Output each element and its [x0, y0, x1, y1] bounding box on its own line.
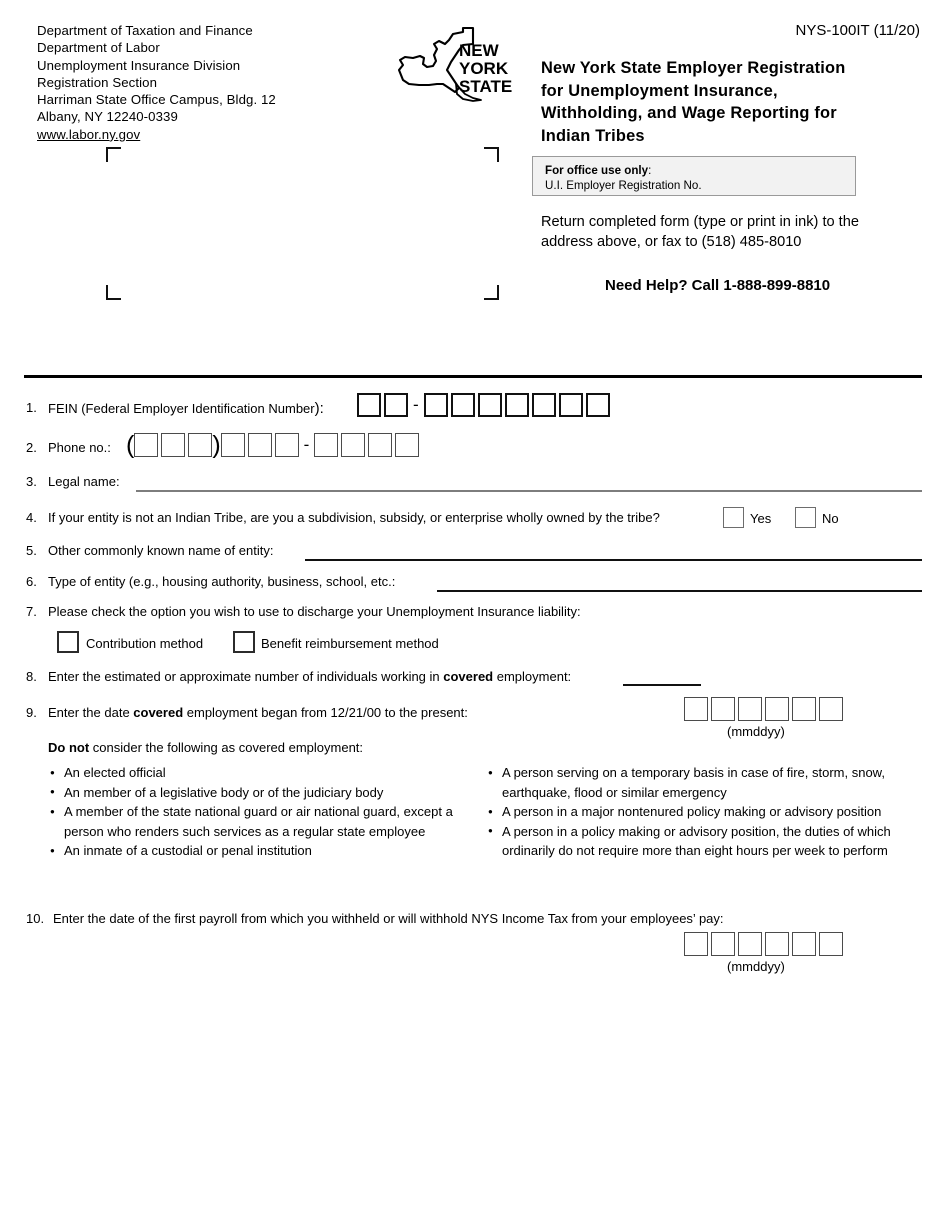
labor-website-link[interactable]: www.labor.ny.gov — [37, 126, 141, 142]
item-7-label: Please check the option you wish to use to discharge your Unemployment Insurance liability: — [48, 604, 581, 619]
return-instructions-line-1: Return completed form (type or print in ink) to the — [541, 214, 859, 230]
exclusions-list-right — [488, 763, 900, 861]
fein-box-2[interactable] — [384, 393, 408, 417]
fein-input-group[interactable]: - — [357, 393, 610, 417]
form-header — [0, 0, 950, 370]
entity-type-input[interactable] — [437, 590, 922, 592]
phone-input-group[interactable]: ( ) - — [126, 433, 419, 457]
list-item: ● A person serving on a temporary basis in case of fire, storm, snow, earthquake, flood or similar emergency — [488, 763, 900, 802]
fein-box-8[interactable] — [559, 393, 583, 417]
item-2-number: 2. — [26, 440, 37, 455]
other-name-input[interactable] — [305, 559, 922, 561]
benefit-reimbursement-label: Benefit reimbursement method — [261, 636, 439, 651]
item-8-number: 8. — [26, 669, 37, 684]
return-instructions — [541, 212, 941, 252]
address-line-3: Unemployment Insurance Division — [37, 57, 241, 73]
item-9-date-input-group[interactable] — [684, 697, 843, 721]
item-10-date-box-6[interactable] — [819, 932, 843, 956]
item-4-label: If your entity is not an Indian Tribe, are you a subdivision, subsidy, or enterprise wholly owned by the tribe? — [48, 510, 660, 525]
item-4-no-label: No — [822, 511, 839, 526]
item-9-date-box-6[interactable] — [819, 697, 843, 721]
phone-line-box-1[interactable] — [314, 433, 338, 457]
list-item: ● A member of the state national guard or air national guard, except a person who renders such services as a regular state employee — [50, 802, 480, 841]
list-item: ● An member of a legislative body or of the judiciary body — [50, 783, 480, 803]
item-10-date-format-hint: (mmddyy) — [727, 959, 785, 974]
fein-box-3[interactable] — [424, 393, 448, 417]
exclusions-list-left — [50, 763, 480, 861]
item-9-date-box-1[interactable] — [684, 697, 708, 721]
item-3-label: Legal name: — [48, 474, 120, 489]
item-6-number: 6. — [26, 574, 37, 589]
phone-prefix-box-3[interactable] — [275, 433, 299, 457]
phone-line-box-3[interactable] — [368, 433, 392, 457]
logo-text-state: STATE — [459, 77, 513, 96]
fein-box-1[interactable] — [357, 393, 381, 417]
fein-box-6[interactable] — [505, 393, 529, 417]
contribution-method-label: Contribution method — [86, 636, 204, 651]
new-york-state-logo — [393, 22, 513, 122]
item-1-number: 1. — [26, 400, 37, 415]
office-use-label: For office use only: — [545, 164, 652, 177]
item-10-date-box-5[interactable] — [792, 932, 816, 956]
header-divider-rule — [24, 375, 922, 378]
covered-employment-exclusions-heading: Do not consider the following as covered employment: — [48, 740, 364, 755]
phone-line-box-2[interactable] — [341, 433, 365, 457]
need-help-text: Need Help? Call 1-888-899-8810 — [605, 277, 831, 294]
fein-box-9[interactable] — [586, 393, 610, 417]
address-line-4: Registration Section — [37, 74, 158, 90]
form-title-line-1: New York State Employer Registration — [541, 59, 846, 77]
phone-area-box-3[interactable] — [188, 433, 212, 457]
ui-registration-number-label: U.I. Employer Registration No. — [545, 179, 702, 192]
list-item: ● A person in a policy making or advisory position, the duties of which ordinarily do not require more than eight hours per week to perform — [488, 822, 900, 861]
item-8-label: Enter the estimated or approximate number of individuals working in covered employment: — [48, 669, 572, 684]
list-item: ● An elected official — [50, 763, 480, 783]
item-10-number: 10. — [26, 911, 45, 926]
logo-text-york: YORK — [459, 59, 509, 78]
fein-box-4[interactable] — [451, 393, 475, 417]
phone-line-box-4[interactable] — [395, 433, 419, 457]
form-title — [541, 57, 941, 147]
phone-area-box-2[interactable] — [161, 433, 185, 457]
item-9-number: 9. — [26, 705, 37, 720]
window-corner-mark-bottom-left — [106, 285, 121, 300]
item-3-number: 3. — [26, 474, 37, 489]
return-instructions-line-2: address above, or fax to (518) 485-8010 — [541, 234, 802, 250]
item-10-date-input-group[interactable] — [684, 932, 843, 956]
item-4-yes-checkbox[interactable] — [723, 507, 744, 528]
item-1-label: FEIN (Federal Employer Identification Number): — [48, 400, 324, 417]
phone-prefix-box-2[interactable] — [248, 433, 272, 457]
item-2-label: Phone no.: — [48, 440, 111, 455]
legal-name-input[interactable] — [136, 490, 922, 492]
item-6-label: Type of entity (e.g., housing authority, business, school, etc.: — [48, 574, 396, 589]
item-10-label: Enter the date of the first payroll from which you withheld or will withhold NYS Income Tax from your employees’ pay: — [53, 911, 724, 926]
covered-employment-count-input[interactable] — [623, 684, 701, 686]
address-line-2: Department of Labor — [37, 40, 160, 56]
list-item: ● A person in a major nontenured policy making or advisory position — [488, 802, 900, 822]
item-9-date-box-4[interactable] — [765, 697, 789, 721]
logo-text-new: NEW — [459, 41, 499, 60]
item-5-number: 5. — [26, 543, 37, 558]
benefit-reimbursement-checkbox[interactable] — [233, 631, 255, 653]
item-4-yes-label: Yes — [750, 511, 772, 526]
item-9-date-box-5[interactable] — [792, 697, 816, 721]
item-9-label: Enter the date covered employment began from 12/21/00 to the present: — [48, 705, 468, 720]
address-line-5: Harriman State Office Campus, Bldg. 12 — [37, 92, 276, 108]
contribution-method-checkbox[interactable] — [57, 631, 79, 653]
item-10-date-box-1[interactable] — [684, 932, 708, 956]
item-9-date-box-3[interactable] — [738, 697, 762, 721]
form-number: NYS-100IT (11/20) — [795, 22, 920, 39]
phone-area-box-1[interactable] — [134, 433, 158, 457]
fein-box-5[interactable] — [478, 393, 502, 417]
address-line-1: Department of Taxation and Finance — [37, 23, 253, 38]
fein-box-7[interactable] — [532, 393, 556, 417]
item-10-date-box-4[interactable] — [765, 932, 789, 956]
list-item: ● An inmate of a custodial or penal institution — [50, 841, 480, 861]
address-line-6: Albany, NY 12240-0339 — [37, 109, 178, 125]
item-5-label: Other commonly known name of entity: — [48, 543, 274, 558]
item-10-date-box-3[interactable] — [738, 932, 762, 956]
agency-address-block — [37, 22, 276, 143]
item-7-number: 7. — [26, 604, 37, 619]
window-corner-mark-bottom-right — [484, 285, 499, 300]
window-corner-mark-top-right — [484, 147, 499, 162]
item-4-number: 4. — [26, 510, 37, 525]
form-title-line-4: Indian Tribes — [541, 126, 645, 145]
item-4-no-checkbox[interactable] — [795, 507, 816, 528]
office-use-only-box — [532, 156, 856, 196]
item-9-date-format-hint: (mmddyy) — [727, 724, 785, 739]
item-9-date-box-2[interactable] — [711, 697, 735, 721]
phone-prefix-box-1[interactable] — [221, 433, 245, 457]
window-corner-mark-top-left — [106, 147, 121, 162]
item-10-date-box-2[interactable] — [711, 932, 735, 956]
form-title-line-2: for Unemployment Insurance, — [541, 81, 778, 100]
form-title-line-3: Withholding, and Wage Reporting for — [541, 104, 837, 123]
